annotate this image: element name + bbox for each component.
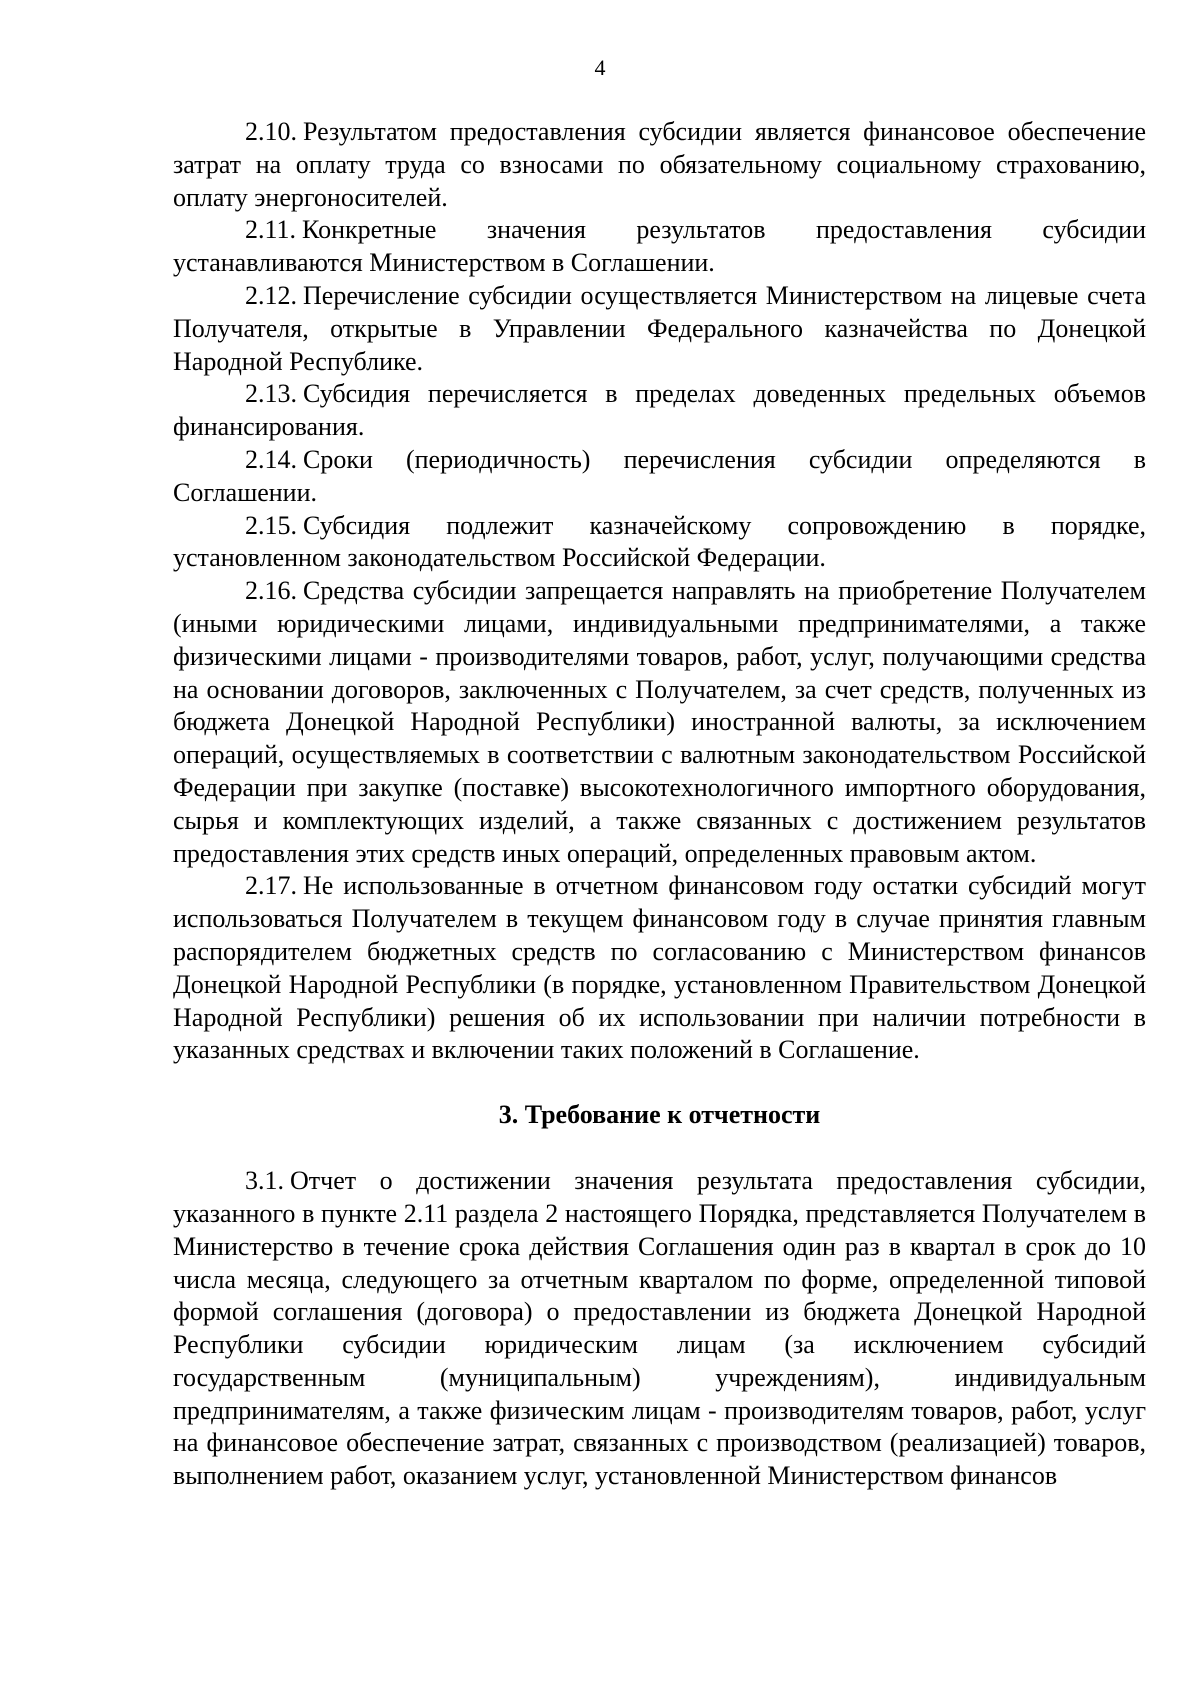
clause-text: Перечисление субсидии осуществляется Министерством на лицевые счета Получателя, открытые в Управлении Федерального казначейства по Донецкой Народной Республике.: [173, 280, 1146, 376]
clause-number: 3.1.: [245, 1166, 284, 1196]
clause-3-1: [173, 1165, 1146, 1493]
page-number: 4: [594, 55, 606, 80]
clause-text: Субсидия перечисляется в пределах доведенных предельных объемов финансирования.: [173, 379, 1146, 442]
clause-2-12: [173, 280, 1146, 378]
clause-text: Конкретные значения результатов предоставления субсидии устанавливаются Министерством в Соглашении.: [173, 215, 1146, 278]
clause-number: 2.14.: [245, 444, 297, 474]
clause-text: Средства субсидии запрещается направлять на приобретение Получателем (иными юридическими лицами, индивидуальными предпринимателями, а также физическими лицами - производителями товаров, работ, услуг, получающими средства на основании договоров, заключенных с Получателем, за счет средств, полученных из бюджета Донецкой Народной Республики) иностранной валюты, за исключением операций, осуществляемых в соответствии с валютным законодательством Российской Федерации при закупке (поставке) высокотехнологичного импортного оборудования, сырья и комплектующих изделий, а также связанных с достижением результатов предоставления этих средств иных операций, определенных правовым актом.: [173, 576, 1146, 868]
clause-2-13: [173, 378, 1146, 444]
clause-text: Субсидия подлежит казначейскому сопровождению в порядке, установленном законодательством Российской Федерации.: [173, 510, 1146, 573]
clause-2-15: [173, 510, 1146, 576]
clause-2-11: [173, 214, 1146, 280]
clause-number: 2.17.: [245, 871, 297, 901]
clause-2-10: [173, 116, 1146, 214]
clause-2-14: [173, 444, 1146, 510]
clause-text: Отчет о достижении значения результата предоставления субсидии, указанного в пункте 2.11 раздела 2 настоящего Порядка, представляется Получателем в Министерство в течение срока действия Соглашения один раз в квартал в срок до 10 числа месяца, следующего за отчетным кварталом по форме, определенной типовой формой соглашения (договора) о предоставлении из бюджета Донецкой Народной Республики субсидии юридическим лицам (за исключением субсидий государственным (муниципальным) учреждениям), индивидуальным предпринимателям, а также физическим лицам - производителям товаров, работ, услуг на финансовое обеспечение затрат, связанных с производством (реализацией) товаров, выполнением работ, оказанием услуг, установленной Министерством финансов: [173, 1166, 1146, 1491]
section-heading: 3. Требование к отчетности: [498, 1100, 821, 1130]
clause-number: 2.12.: [245, 280, 297, 310]
clause-text: Не использованные в отчетном финансовом году остатки субсидий могут использоваться Получателем в текущем финансовом году в случае принятия главным распорядителем бюджетных средств по согласованию с Министерством финансов Донецкой Народной Республики (в порядке, установленном Правительством Донецкой Народной Республики) решения об их использовании при наличии потребности в указанных средствах и включении таких положений в Соглашение.: [173, 871, 1146, 1065]
clause-2-17: [173, 870, 1146, 1067]
clause-text: Сроки (периодичность) перечисления субсидии определяются в Соглашении.: [173, 444, 1146, 507]
clause-number: 2.16.: [245, 576, 297, 606]
clause-number: 2.15.: [245, 510, 297, 540]
document-body: [173, 116, 1146, 1493]
clause-number: 2.13.: [245, 379, 297, 409]
clause-text: Результатом предоставления субсидии является финансовое обеспечение затрат на оплату труда со взносами по обязательному социальному страхованию, оплату энергоносителей.: [173, 117, 1146, 212]
clause-2-16: [173, 575, 1146, 870]
clause-number: 2.10.: [245, 117, 297, 146]
clause-number: 2.11.: [245, 215, 297, 245]
